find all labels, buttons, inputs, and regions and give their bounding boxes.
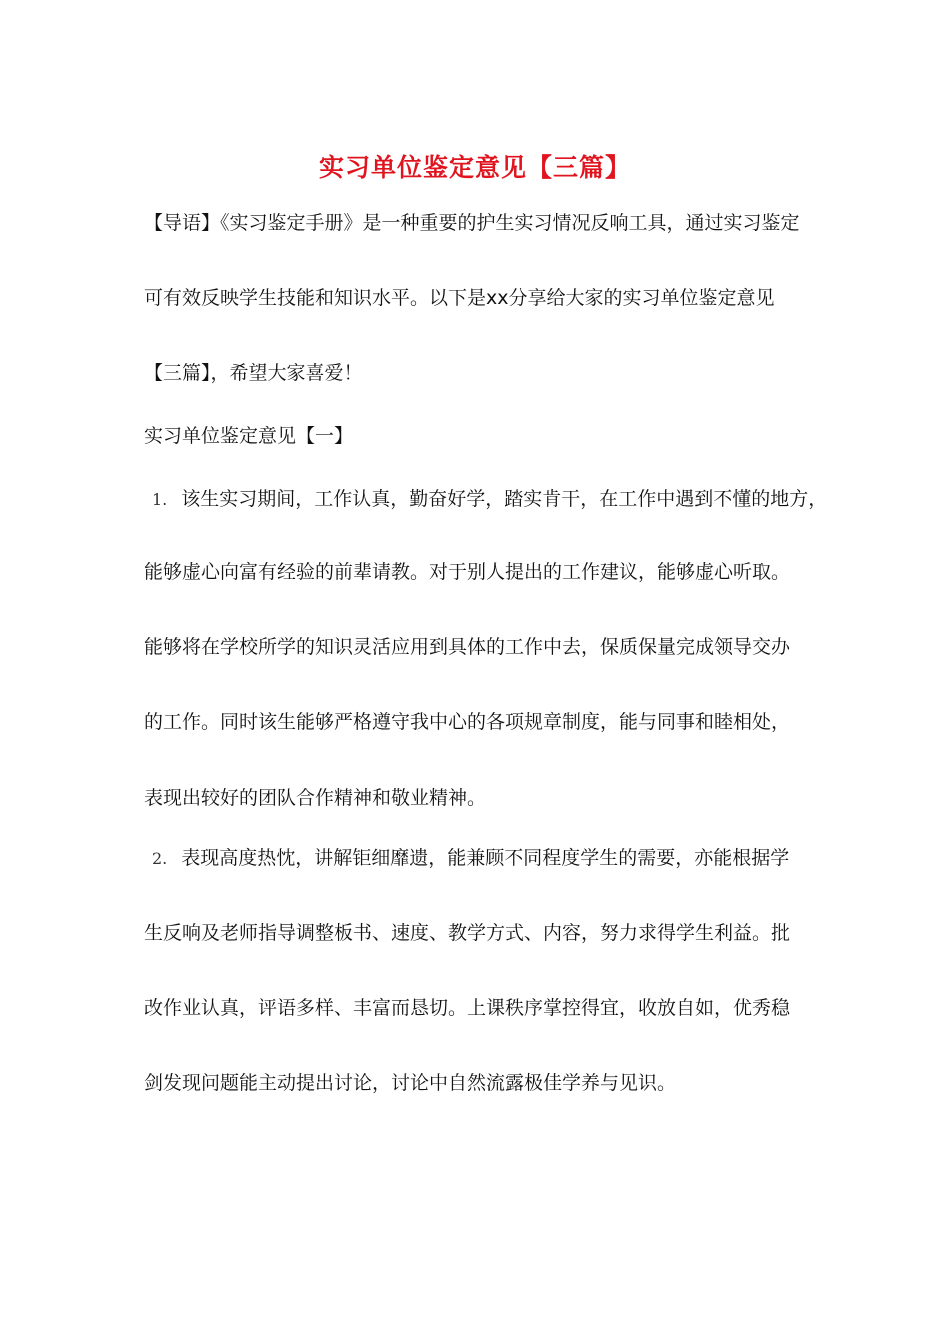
item-2-number: 2. <box>152 849 168 868</box>
item-2-line-3: 改作业认真，评语多样、丰富而恳切。上课秩序掌控得宜，收放自如，优秀稳 <box>144 997 791 1019</box>
item-2-line-2: 生反响及老师指导调整板书、速度、教学方式、内容，努力求得学生利益。批 <box>144 922 791 944</box>
item-1-line-5: 表现出较好的团队合作精神和敬业精神。 <box>144 787 487 809</box>
item-1-line-3: 能够将在学校所学的知识灵活应用到具体的工作中去，保质保量完成领导交办 <box>144 636 791 658</box>
intro-line-1: 【导语】《实习鉴定手册》是一种重要的护生实习情况反响工具，通过实习鉴定 <box>144 212 800 234</box>
item-2-first-line <box>152 843 789 874</box>
item-1-line-2: 能够虚心向富有经验的前辈请教。对于别人提出的工作建议，能够虚心听取。 <box>144 561 791 583</box>
intro-line-2: 可有效反映学生技能和知识水平。以下是xx分享给大家的实习单位鉴定意见 <box>144 287 775 309</box>
item-1-line-4: 的工作。同时该生能够严格遵守我中心的各项规章制度，能与同事和睦相处， <box>144 711 791 733</box>
item-1-first-line <box>152 484 827 515</box>
document-title: 实习单位鉴定意见【三篇】 <box>318 153 631 182</box>
item-1-line-1: 该生实习期间，工作认真，勤奋好学，踏实肯干，在工作中遇到不懂的地方， <box>181 488 828 510</box>
item-2-line-1: 表现高度热忱，讲解钜细靡遗，能兼顾不同程度学生的需要，亦能根据学 <box>181 847 790 869</box>
item-2-line-4: 剑发现问题能主动提出讨论，讨论中自然流露极佳学养与见识。 <box>144 1072 677 1094</box>
section-heading: 实习单位鉴定意见【一】 <box>144 425 354 447</box>
intro-line-3: 【三篇】，希望大家喜爱！ <box>144 362 363 384</box>
item-1-number: 1. <box>152 490 168 509</box>
